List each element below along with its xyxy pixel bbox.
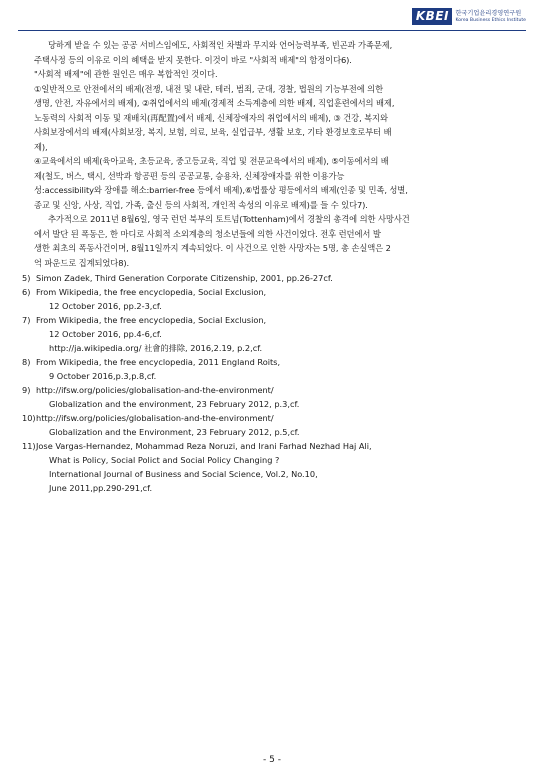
paragraph-2: "사회적 배제"에 관한 원인은 매우 복합적인 것이다. — [34, 69, 218, 79]
paragraph-4: ④교육에서의 배제(육아교육, 초등교육, 중고등교육, 직업 및 전문교육에서의 배제), ⑤이동에서의 배 제(철도, 버스, 택시, 선박과 항공편 등의 공공교통, 승용차, 신체장애자를 위한 이용가능 성:accessibility와 장애를 해소:barrier-free 등에서 배제),⑥법률상 평등에서의 배제(인종 및 민족, 성별, 종교 및 신앙, 사상, 직업, 가족, 출신 등의 사회적, 개인적 속성의 이유로 배제)를 들 수 있다7). — [34, 156, 408, 210]
paragraph-3: ①일반적으로 안전에서의 배제(전쟁, 내전 및 내란, 테러, 범죄, 군대, 경찰, 법원의 기능부전에 의한 생명, 안전, 자유에서의 배제), ②취업에서의 배제(경제적 소득계층에 의한 배제, 직업훈련에서의 배제, 노동력의 사회적 이동 및 재배치(再配置)에서 배제, 신체장애자의 취업에서의 배제), ③ 건강, 복지와 사회보장에서의 배제(사회보장, 복지, 보험, 의료, 보육, 실업급부, 생활 보호, 기타 환경보호로부터 배 제), — [34, 83, 395, 152]
footnote-7: 7) From Wikipedia, the free encyclopedia, Social Exclusion, 12 October 2016, pp.4-6,cf. http://ja.wikipedia.org/ 社會的排除, 2016,2.19, p.2,cf. — [22, 315, 267, 353]
header-divider — [18, 30, 526, 31]
page-header — [0, 0, 544, 34]
footnotes — [22, 271, 526, 495]
footnote-11: 11) Jose Vargas-Hernandez, Mohammad Reza Noruzi, and Irani Farhad Nezhad Haj Ali, What is Policy, Social Polict and Social Policy Changing ? International Journal of Business and Social Science, Vol.2, No.10, June 2011,pp.290-291,cf. — [22, 441, 372, 493]
logo-korean-name: 한국기업윤리경영연구원 — [455, 9, 522, 17]
footnote-10: 10) http://ifsw.org/policies/globalisation-and-the-environment/ Globalization and the Environment, 23 February 2012, p.5,cf. — [22, 413, 300, 437]
paragraph-5: 추가적으로 2011년 8월6일, 영국 런던 북부의 토트넘(Tottenham)에서 경찰의 총격에 의한 사망사건 에서 발단 된 폭동은, 한 마디로 사회적 소외계층의 청소년들에 의한 사건이었다. 전후 런던에서 발 생한 최초의 폭동사건이며, 8월11일까지 계속되었다. 이 사건으로 인한 사망자는 5명, 총 손실액은 2 억 파운드로 집계되었다8). — [34, 214, 410, 268]
logo-english-name: Korea Business Ethics Institute — [455, 17, 526, 23]
paragraph-1: 당하게 받을 수 있는 공공 서비스임에도, 사회적인 차별과 무지와 언어능력부족, 빈곤과 가족문제, 주택사정 등의 이유로 이의 혜택을 받지 못한다. 이것이 바로 "사회적 배제"의 함정이다6). — [34, 40, 393, 65]
document-body — [22, 38, 526, 495]
footnote-9: 9) http://ifsw.org/policies/globalisation-and-the-environment/ Globalization and the environment, 23 February 2012, p.3,cf. — [22, 385, 300, 409]
footnote-6: 6) From Wikipedia, the free encyclopedia, Social Exclusion, 12 October 2016, pp.2-3,cf. — [22, 287, 267, 311]
footnote-5: 5) Simon Zadek, Third Generation Corporate Citizenship, 2001, pp.26-27cf. — [22, 273, 333, 283]
institute-logo — [412, 8, 526, 25]
page-number: - 5 - — [263, 755, 281, 765]
footnote-8: 8) From Wikipedia, the free encyclopedia, 2011 England Roits, 9 October 2016,p.3,p.8,cf. — [22, 357, 281, 381]
logo-mark: KBEI — [412, 8, 452, 25]
